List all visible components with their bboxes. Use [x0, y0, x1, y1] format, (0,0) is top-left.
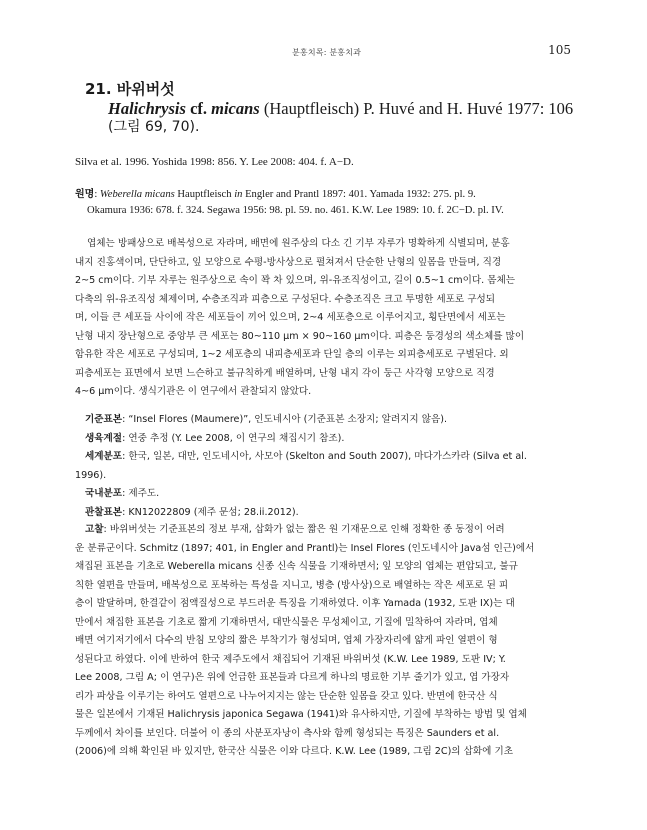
world-distribution-cont: 1996).	[75, 469, 107, 481]
description-line: 2~5 cm이다. 기부 자루는 원주상으로 속이 꽉 차 있으며, 위-유조직성이고, 길이 0.5~1 cm이다. 몸체는	[75, 275, 516, 286]
description-line: 내지 진홍색이며, 단단하고, 잎 모양으로 수평-방사상으로 펼쳐져서 단순한 난형의 잎몸을 만들며, 직경	[75, 256, 502, 268]
description-line: 며, 이들 큰 세포들 사이에 작은 세포들이 끼어 있으며, 2~4 세포층으로 이루어지고, 횡단면에서 세포는	[75, 312, 506, 323]
discussion-line: 층이 발달하며, 한결같이 점액질성으로 부드러운 특징을 기재하였다. 이후 Yamada (1932, 도판 IX)는 대	[75, 598, 515, 609]
genus-name: Halichrysis	[108, 99, 186, 118]
specimen-label: 관찰표본	[85, 506, 123, 518]
specimen-fields	[75, 411, 575, 522]
authority: (Hauptfleisch) P. Huvé and H. Huvé 1977: 106	[259, 99, 574, 118]
scientific-name	[85, 99, 585, 118]
type-specimen-row	[75, 411, 575, 430]
basionym-name: Weberella micans	[99, 189, 175, 200]
season-label: 생육계절	[85, 432, 123, 444]
world-label: 세계분포	[85, 451, 123, 462]
discussion-line: 운 분류군이다. Schmitz (1897; 401, in Engler and Prantl)는 Insel Flores (인도네시아 Java섬 인근)에서	[75, 542, 535, 554]
basionym-text1: Hauptfleisch	[174, 189, 235, 200]
korea-distribution-row	[75, 485, 575, 504]
type-label: 기준표본	[85, 414, 123, 425]
discussion-line: 채집된 표본을 기초로 Weberella micans 신종 신속 식물을 기재하면서; 잎 모양의 엽체는 편압되고, 불규	[75, 561, 518, 572]
description-line: 난형 내지 장난형으로 중앙부 큰 세포는 80~110 μm × 90~160 μm이다. 피층은 둥경성의 색소체를 많이	[75, 330, 525, 342]
specimen-row	[75, 504, 575, 523]
species-number-korean-name: 21. 바위버섯	[85, 80, 175, 98]
type-value: : “Insel Flores (Maumere)”, 인도네시아 (기준표본 소장지; 알려지지 않음).	[122, 414, 448, 425]
korea-value: : 제주도.	[122, 488, 160, 499]
world-value: : 한국, 일본, 대만, 인도네시아, 사모아 (Skelton and South 2007), 마다가스카라 (Silva et al.	[122, 451, 527, 462]
discussion-line: 만에서 채집한 표본을 기초로 짧게 기재하면서, 대만식물은 무성체이고, 기질에 밀착하여 자라며, 엽체	[75, 616, 498, 628]
basionym-paragraph	[75, 187, 575, 219]
discussion-paragraph	[75, 521, 575, 762]
discussion-line: 두께에서 차이를 보인다. 더불어 이 종의 사분포자낭이 측사와 함께 형성되는 특징은 Saunders et al.	[75, 727, 500, 739]
korea-label: 국내분포	[85, 488, 123, 499]
discussion-line: 배면 여기저기에서 다수의 반침 모양의 짧은 부착기가 형성되며, 엽체 가장자리에 얇게 파인 열편이 형	[75, 635, 498, 646]
page-number: 105	[548, 43, 571, 57]
discussion-line: Lee 2008, 그림 A; 이 연구)은 위에 언급한 표본들과 다르게 하나의 명료한 기부 줄기가 있고, 엽 가장자	[75, 672, 510, 683]
season-value: : 연중 추정 (Y. Lee 2008, 이 연구의 채집시기 참조).	[122, 432, 345, 444]
specimen-value: : KN12022809 (제주 문섬; 28.ii.2012).	[122, 506, 299, 518]
basionym-colon: :	[94, 189, 100, 200]
figure-reference: (그림 69, 70).	[108, 119, 200, 135]
discussion-line: 칙한 열편을 만들며, 배복성으로 포복하는 특성을 지니고, 병층 (방사상)으로 배열하는 작은 세포로 된 피	[75, 579, 509, 591]
description-line: 피층세포는 표면에서 보면 느슨하고 불규칙하게 배열하며, 난형 내지 각이 둥근 사각형 모양으로 직경	[75, 367, 495, 379]
basionym-text2: Engler and Prantl 1897: 401. Yamada 1932: 275. pl. 9.	[242, 189, 476, 200]
world-distribution-row	[75, 448, 575, 467]
discussion-label: 고찰	[85, 524, 104, 535]
discussion-line	[75, 521, 575, 540]
discussion-text: : 바위버섯는 기준표본의 정보 부재, 삽화가 없는 짧은 원 기재문으로 인해 정확한 종 동정이 어려	[103, 524, 505, 535]
description-paragraph	[75, 235, 574, 402]
description-line: 함유한 작은 세포로 구성되며, 1~2 세포층의 내피층세포과 단일 층의 이루는 외피층세포로 구별된다. 외	[75, 349, 509, 360]
discussion-line: 리가 파상을 이루기는 하여도 열편으로 나누어지지는 않는 단순한 잎몸을 갖고 있다. 반면에 한국산 식	[75, 690, 498, 702]
description-line: 엽체는 방패상으로 배복성으로 자라며, 배면에 원주상의 다소 긴 기부 자루가 명확하게 식별되며, 분홍	[87, 238, 510, 249]
discussion-line: 성된다고 하였다. 이에 반하여 한국 제주도에서 채집되어 기재된 바위버섯 (K.W. Lee 1989, 도판 IV; Y.	[75, 653, 506, 665]
season-row	[75, 430, 575, 449]
species-heading	[85, 80, 585, 137]
description-line: 4~6 μm이다. 생식기관은 이 연구에서 관찰되지 않았다.	[75, 386, 312, 397]
species-epithet: micans	[211, 99, 260, 118]
basionym-line2: Okamura 1936: 678. f. 324. Segawa 1956: 98. pl. 59. no. 461. K.W. Lee 1989: 10. f. 2C−D. pl. IV.	[87, 205, 504, 216]
cf-marker: cf.	[185, 99, 212, 118]
discussion-line: (2006)에 의해 확인된 바 있지만, 한국산 식물은 이와 다르다. K.W. Lee (1989, 그림 2C)의 삽화에 기초	[75, 746, 514, 757]
running-header: 분홍치목: 분홍치과	[292, 48, 362, 57]
description-line: 다축의 위-유조직성 체제이며, 수층조직과 피층으로 구성된다. 수층조직은 크고 투명한 세포로 구성되	[75, 293, 496, 305]
discussion-line: 물은 일본에서 기재된 Halichrysis japonica Segawa (1941)와 유사하지만, 기질에 부착하는 방법 및 엽체	[75, 709, 527, 720]
basionym-in: in	[234, 189, 243, 200]
basionym-label: 원명	[75, 189, 95, 200]
references: Silva et al. 1996. Yoshida 1998: 856. Y. Lee 2008: 404. f. A−D.	[75, 156, 354, 168]
